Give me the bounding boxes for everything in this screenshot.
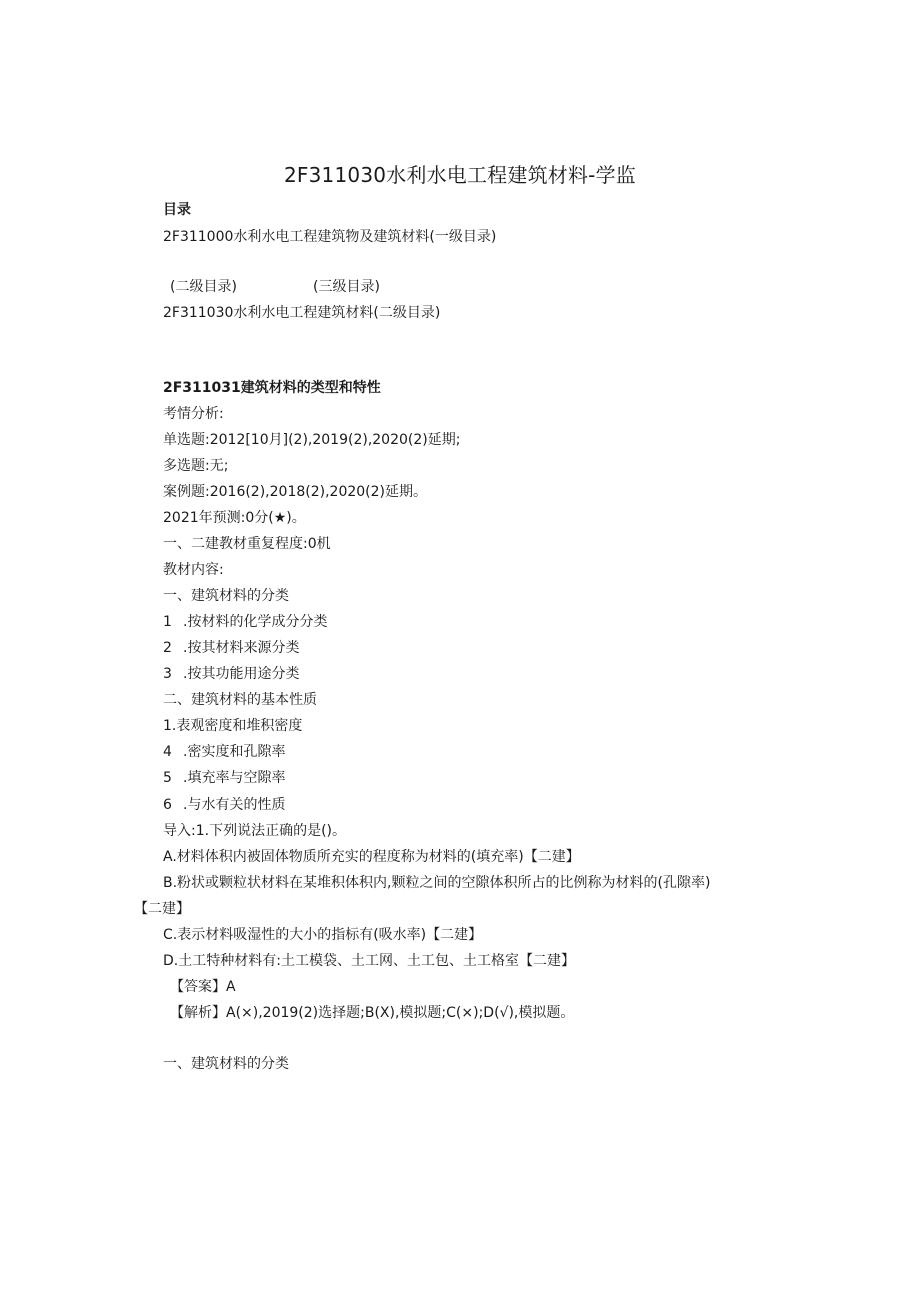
list-item — [163, 768, 285, 788]
list-item — [163, 664, 299, 684]
toc-heading: 目录 — [163, 202, 191, 218]
case-questions-line: 案例题:2016(2),2018(2),2020(2)延期。 — [163, 484, 427, 500]
single-choice-line: 单选题:2012[10月](2),2019(2),2020(2)延期; — [163, 432, 461, 448]
lead-in-question: 导入:1.下列说法正确的是()。 — [163, 823, 346, 839]
sec2-first-item: 1.表观密度和堆积密度 — [163, 718, 303, 734]
list-item-number: 3 — [163, 666, 172, 682]
analysis-line: 【解析】A(×),2019(2)选择题;B(X),模拟题;C(×);D(√),模拟题。 — [170, 1005, 575, 1021]
toc-level2: 2F311030水利水电工程建筑材料(二级目录) — [163, 305, 441, 321]
sec1-heading: 一、建筑材料的分类 — [163, 588, 289, 604]
list-item-text: .填充率与空隙率 — [183, 770, 286, 786]
toc-level1: 2F311000水利水电工程建筑物及建筑材料(一级目录) — [163, 229, 497, 245]
list-item-number: 6 — [163, 797, 172, 813]
sec2-heading: 二、建筑材料的基本性质 — [163, 692, 317, 708]
multi-choice-line: 多选题:无; — [163, 458, 229, 474]
list-item — [163, 638, 299, 658]
option-a: A.材料体积内被固体物质所充实的程度称为材料的(填充率)【二建】 — [163, 849, 580, 865]
list-item-text: .按其材料来源分类 — [183, 640, 300, 656]
section-heading: 2F311031建筑材料的类型和特性 — [163, 380, 381, 396]
list-item-number: 4 — [163, 744, 172, 760]
list-item-text: .按材料的化学成分分类 — [183, 614, 328, 630]
toc-level3-placeholder: (三级目录) — [313, 279, 380, 295]
answer-line: 【答案】A — [170, 979, 236, 995]
list-item-number: 1 — [163, 614, 172, 630]
toc-level2-placeholder: (二级目录) — [170, 279, 237, 295]
list-item-text: .与水有关的性质 — [183, 797, 286, 813]
list-item-text: .按其功能用途分类 — [183, 666, 300, 682]
list-item-number: 5 — [163, 770, 172, 786]
repeat-level-line: 一、二建教材重复程度:0机 — [163, 536, 331, 552]
option-c: C.表示材料吸湿性的大小的指标有(吸水率)【二建】 — [163, 927, 483, 943]
list-item-number: 2 — [163, 640, 172, 656]
option-b: B.粉状或颗粒状材料在某堆积体积内,颗粒之间的空隙体积所占的比例称为材料的(孔隙率) — [163, 875, 711, 891]
list-item — [163, 795, 285, 815]
footer-heading: 一、建筑材料的分类 — [163, 1056, 289, 1072]
list-item — [163, 612, 327, 632]
document-title: 2F311030水利水电工程建筑材料-学监 — [284, 163, 636, 187]
textbook-content-label: 教材内容: — [163, 562, 224, 578]
forecast-line: 2021年预测:0分(★)。 — [163, 510, 306, 526]
list-item-text: .密实度和孔隙率 — [183, 744, 286, 760]
option-d: D.土工特种材料有:土工模袋、土工网、土工包、土工格室【二建】 — [163, 953, 575, 969]
list-item — [163, 742, 285, 762]
exam-analysis-label: 考情分析: — [163, 406, 224, 422]
option-b-continuation: 【二建】 — [134, 901, 190, 917]
